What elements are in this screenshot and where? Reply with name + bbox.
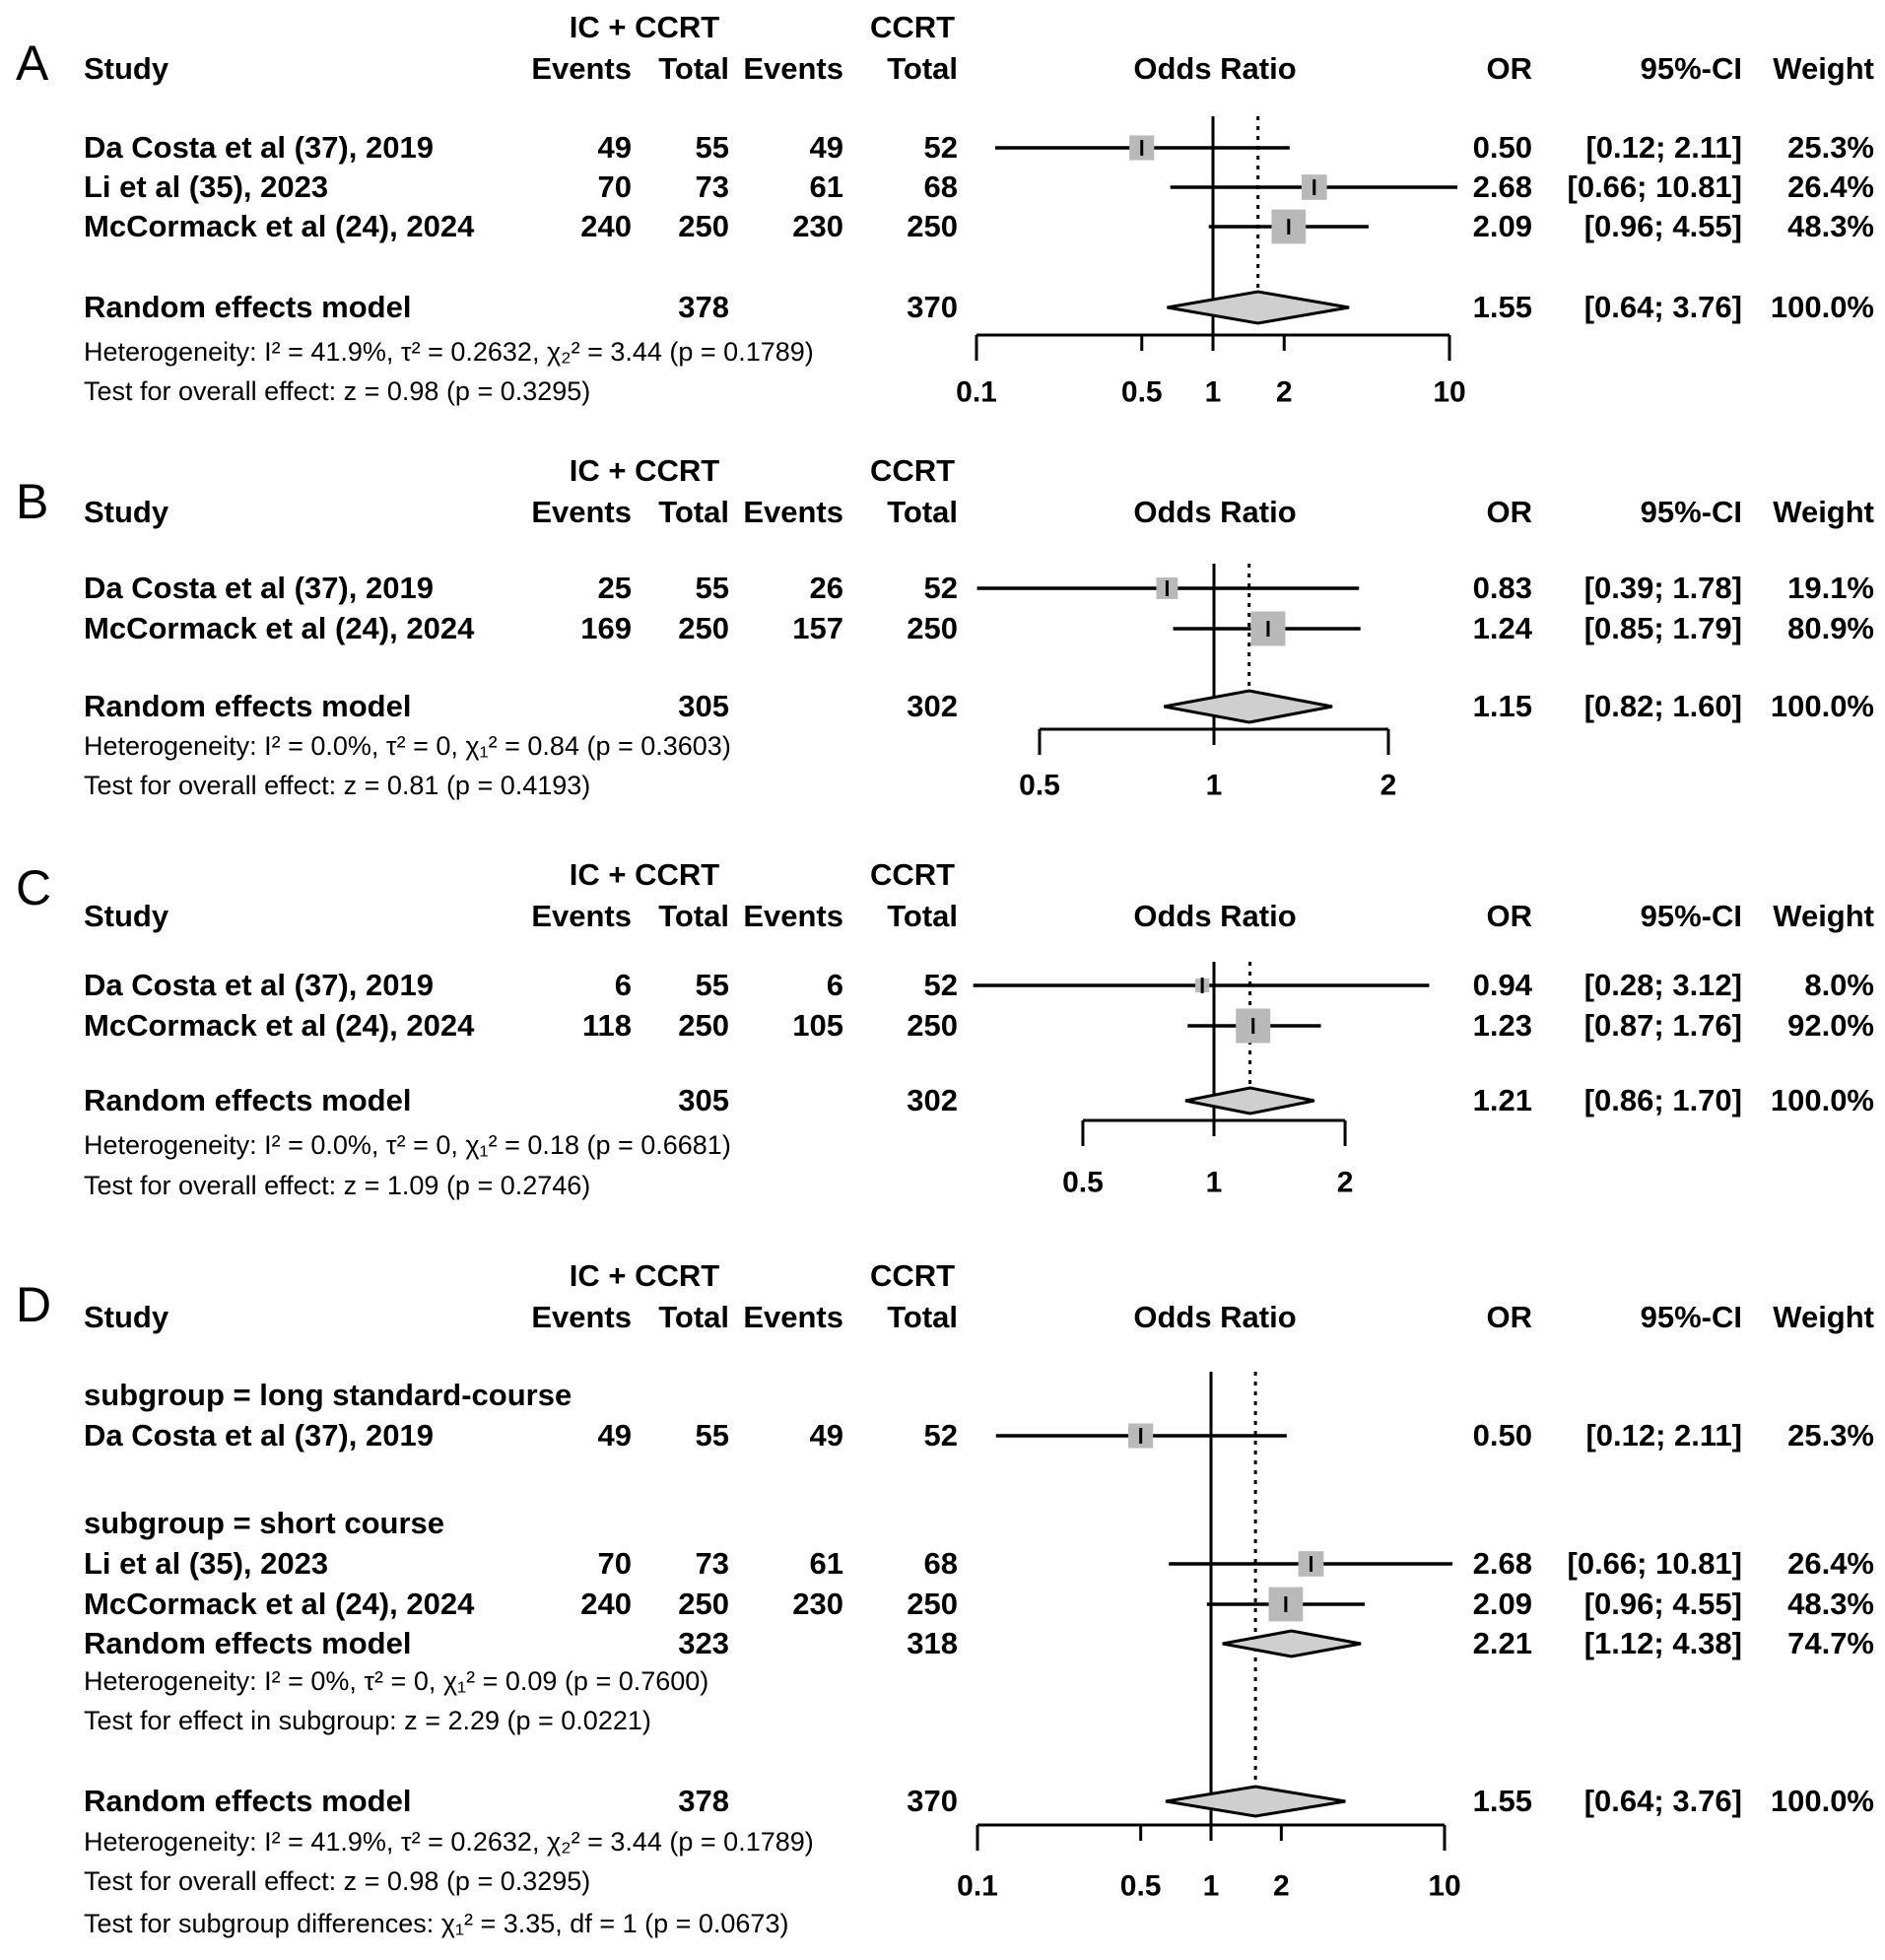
pooled-row-label: Random effects model xyxy=(84,688,412,723)
stats-line: Test for overall effect: z = 0.98 (p = 0.3295) xyxy=(84,1865,591,1896)
total-ic-ccrt-cell: 250 xyxy=(678,1586,729,1621)
pooled-ci-cell: [0.64; 3.76] xyxy=(1583,1783,1742,1818)
pooled-or-cell: 1.21 xyxy=(1472,1082,1532,1117)
or-cell: 0.50 xyxy=(1472,1417,1532,1453)
column-header-or: OR xyxy=(1486,50,1532,86)
column-header-total-ic-ccrt: Total xyxy=(658,50,729,86)
total-ic-ccrt-cell: 73 xyxy=(695,1545,729,1581)
pooled-or-cell: 1.55 xyxy=(1472,289,1532,324)
axis-tick-label: 0.5 xyxy=(1019,769,1060,802)
column-header-ci: 95%-CI xyxy=(1640,898,1742,933)
weight-cell: 92.0% xyxy=(1787,1007,1874,1043)
column-header-study: Study xyxy=(84,50,169,86)
column-header-or: OR xyxy=(1486,898,1532,933)
total-ic-ccrt-cell: 250 xyxy=(678,208,729,243)
total-ic-ccrt-cell: 73 xyxy=(695,169,729,204)
column-header-total-ccrt: Total xyxy=(887,1299,958,1334)
study-name: Li et al (35), 2023 xyxy=(84,1545,329,1581)
weight-cell: 48.3% xyxy=(1787,208,1874,243)
pooled-total-ccrt: 302 xyxy=(907,688,958,723)
axis-tick-label: 0.5 xyxy=(1120,375,1163,409)
column-header-study: Study xyxy=(84,898,169,933)
weight-cell: 48.3% xyxy=(1787,1586,1874,1621)
column-header-events-ccrt: Events xyxy=(743,494,843,529)
events-ccrt-cell: 49 xyxy=(809,129,843,165)
or-cell: 2.09 xyxy=(1472,1586,1532,1621)
events-ic-ccrt-cell: 25 xyxy=(597,570,632,605)
column-group-header-ic-ccrt: IC + CCRT xyxy=(569,452,720,488)
pooled-total-ccrt: 370 xyxy=(907,1783,958,1818)
panel-label: C xyxy=(16,860,52,915)
panel-label: D xyxy=(16,1277,52,1332)
pooled-weight-cell: 100.0% xyxy=(1770,688,1874,723)
pooled-total-ccrt: 302 xyxy=(907,1082,958,1117)
pooled-total-ic-ccrt: 305 xyxy=(678,688,729,723)
pooled-total-ic-ccrt: 378 xyxy=(678,1783,729,1818)
stats-line: Heterogeneity: I² = 41.9%, τ² = 0.2632, χ₂² = 3.44 (p = 0.1789) xyxy=(84,1826,814,1857)
events-ccrt-cell: 157 xyxy=(792,610,843,645)
study-name: McCormack et al (24), 2024 xyxy=(84,610,475,645)
events-ccrt-cell: 6 xyxy=(826,967,843,1002)
column-header-study: Study xyxy=(84,494,169,529)
axis-tick-label: 1 xyxy=(1205,1166,1223,1199)
column-group-header-ic-ccrt: IC + CCRT xyxy=(569,856,720,892)
column-header-events-ic-ccrt: Events xyxy=(531,898,632,933)
pooled-row-label: Random effects model xyxy=(84,1625,412,1660)
pooled-weight-cell: 74.7% xyxy=(1787,1625,1874,1660)
ci-cell: [0.39; 1.78] xyxy=(1583,570,1742,605)
ci-cell: [0.12; 2.11] xyxy=(1585,129,1742,165)
study-name: McCormack et al (24), 2024 xyxy=(84,208,475,243)
or-cell: 0.94 xyxy=(1472,967,1532,1002)
axis-tick-label: 0.1 xyxy=(957,1869,998,1903)
axis-tick-label: 1 xyxy=(1205,769,1223,802)
stats-line: Test for overall effect: z = 0.81 (p = 0.4193) xyxy=(84,770,591,800)
stats-line: Heterogeneity: I² = 0.0%, τ² = 0, χ₁² = 0.84 (p = 0.3603) xyxy=(84,730,731,761)
total-ic-ccrt-cell: 250 xyxy=(678,1007,729,1043)
axis-tick-label: 0.1 xyxy=(956,375,997,409)
stats-line: Heterogeneity: I² = 41.9%, τ² = 0.2632, χ₂² = 3.44 (p = 0.1789) xyxy=(84,336,814,367)
stats-line: Heterogeneity: I² = 0.0%, τ² = 0, χ₁² = 0.18 (p = 0.6681) xyxy=(84,1129,731,1160)
weight-cell: 80.9% xyxy=(1787,610,1874,645)
column-group-header-ic-ccrt: IC + CCRT xyxy=(569,9,720,44)
pooled-diamond xyxy=(1185,1088,1314,1114)
or-cell: 2.68 xyxy=(1472,1545,1532,1581)
weight-cell: 26.4% xyxy=(1787,169,1874,204)
total-ccrt-cell: 52 xyxy=(923,967,958,1002)
stats-line: Test for subgroup differences: χ₁² = 3.35, df = 1 (p = 0.0673) xyxy=(84,1908,789,1938)
pooled-total-ic-ccrt: 378 xyxy=(678,289,729,324)
panel-label: B xyxy=(16,474,49,529)
axis-tick-label: 10 xyxy=(1428,1869,1461,1903)
column-header-study: Study xyxy=(84,1299,169,1334)
pooled-weight-cell: 100.0% xyxy=(1770,289,1874,324)
column-header-ci: 95%-CI xyxy=(1640,494,1742,529)
column-header-total-ccrt: Total xyxy=(887,50,958,86)
stats-line: Test for effect in subgroup: z = 2.29 (p = 0.0221) xyxy=(84,1705,651,1735)
events-ic-ccrt-cell: 240 xyxy=(580,1586,632,1621)
weight-cell: 19.1% xyxy=(1787,570,1874,605)
ci-cell: [0.66; 10.81] xyxy=(1567,169,1742,204)
events-ccrt-cell: 61 xyxy=(809,169,843,204)
column-header-ci: 95%-CI xyxy=(1640,1299,1742,1334)
study-name: Da Costa et al (37), 2019 xyxy=(84,967,434,1002)
pooled-total-ic-ccrt: 323 xyxy=(678,1625,729,1660)
column-group-header-ccrt: CCRT xyxy=(869,1257,956,1293)
total-ccrt-cell: 52 xyxy=(923,570,958,605)
column-header-total-ccrt: Total xyxy=(887,494,958,529)
column-header-events-ccrt: Events xyxy=(743,898,843,933)
pooled-diamond xyxy=(1223,1631,1361,1656)
axis-tick-label: 2 xyxy=(1275,375,1293,409)
pooled-weight-cell: 100.0% xyxy=(1770,1783,1874,1818)
or-cell: 1.24 xyxy=(1472,610,1532,645)
pooled-or-cell: 1.15 xyxy=(1472,688,1532,723)
stats-line: Test for overall effect: z = 0.98 (p = 0.3295) xyxy=(84,375,591,406)
or-cell: 1.23 xyxy=(1472,1007,1532,1043)
ci-cell: [0.85; 1.79] xyxy=(1583,610,1742,645)
events-ic-ccrt-cell: 49 xyxy=(597,129,632,165)
column-header-or: OR xyxy=(1486,1299,1532,1334)
pooled-row-label: Random effects model xyxy=(84,289,412,324)
ci-cell: [0.87; 1.76] xyxy=(1583,1007,1742,1043)
subgroup-header: subgroup = long standard-course xyxy=(84,1377,572,1412)
column-header-odds-ratio: Odds Ratio xyxy=(1133,494,1297,529)
total-ccrt-cell: 52 xyxy=(923,129,958,165)
or-cell: 0.83 xyxy=(1472,570,1532,605)
axis-tick-label: 10 xyxy=(1433,375,1466,409)
weight-cell: 26.4% xyxy=(1787,1545,1874,1581)
column-header-total-ic-ccrt: Total xyxy=(658,898,729,933)
events-ic-ccrt-cell: 70 xyxy=(597,1545,632,1581)
events-ccrt-cell: 230 xyxy=(792,208,843,243)
pooled-diamond xyxy=(1167,292,1349,323)
events-ic-ccrt-cell: 6 xyxy=(614,967,632,1002)
pooled-ci-cell: [0.82; 1.60] xyxy=(1583,688,1742,723)
pooled-or-cell: 2.21 xyxy=(1472,1625,1532,1660)
column-header-total-ic-ccrt: Total xyxy=(658,494,729,529)
ci-cell: [0.12; 2.11] xyxy=(1585,1417,1742,1453)
weight-cell: 25.3% xyxy=(1787,129,1874,165)
study-name: Da Costa et al (37), 2019 xyxy=(84,1417,434,1453)
pooled-total-ccrt: 318 xyxy=(907,1625,958,1660)
column-header-events-ic-ccrt: Events xyxy=(531,494,632,529)
axis-tick-label: 2 xyxy=(1336,1166,1354,1199)
total-ic-ccrt-cell: 55 xyxy=(695,570,729,605)
ci-cell: [0.66; 10.81] xyxy=(1567,1545,1742,1581)
column-group-header-ccrt: CCRT xyxy=(869,9,956,44)
ci-cell: [0.96; 4.55] xyxy=(1583,208,1742,243)
study-name: Da Costa et al (37), 2019 xyxy=(84,570,434,605)
study-name: McCormack et al (24), 2024 xyxy=(84,1007,475,1043)
events-ccrt-cell: 230 xyxy=(792,1586,843,1621)
column-group-header-ccrt: CCRT xyxy=(869,452,956,488)
column-header-odds-ratio: Odds Ratio xyxy=(1133,898,1297,933)
column-header-odds-ratio: Odds Ratio xyxy=(1133,50,1297,86)
total-ic-ccrt-cell: 55 xyxy=(695,967,729,1002)
axis-tick-label: 2 xyxy=(1380,769,1397,802)
column-header-events-ccrt: Events xyxy=(743,50,843,86)
column-group-header-ccrt: CCRT xyxy=(869,856,956,892)
stats-line: Heterogeneity: I² = 0%, τ² = 0, χ₁² = 0.09 (p = 0.7600) xyxy=(84,1665,709,1696)
pooled-diamond xyxy=(1164,691,1332,722)
study-name: McCormack et al (24), 2024 xyxy=(84,1586,475,1621)
column-header-weight: Weight xyxy=(1773,1299,1874,1334)
column-header-weight: Weight xyxy=(1773,494,1874,529)
total-ccrt-cell: 250 xyxy=(907,1586,958,1621)
total-ic-ccrt-cell: 250 xyxy=(678,610,729,645)
events-ccrt-cell: 61 xyxy=(809,1545,843,1581)
column-header-odds-ratio: Odds Ratio xyxy=(1133,1299,1297,1334)
axis-tick-label: 0.5 xyxy=(1062,1166,1104,1199)
total-ic-ccrt-cell: 55 xyxy=(695,1417,729,1453)
axis-tick-label: 2 xyxy=(1273,1869,1290,1903)
stats-line: Test for overall effect: z = 1.09 (p = 0.2746) xyxy=(84,1170,591,1200)
total-ccrt-cell: 52 xyxy=(923,1417,958,1453)
weight-cell: 8.0% xyxy=(1804,967,1874,1002)
axis-tick-label: 0.5 xyxy=(1119,1869,1162,1903)
column-header-ci: 95%-CI xyxy=(1640,50,1742,86)
ci-cell: [0.96; 4.55] xyxy=(1583,1586,1742,1621)
total-ccrt-cell: 250 xyxy=(907,208,958,243)
column-header-events-ic-ccrt: Events xyxy=(531,1299,632,1334)
pooled-row-label: Random effects model xyxy=(84,1783,412,1818)
column-header-total-ic-ccrt: Total xyxy=(658,1299,729,1334)
events-ic-ccrt-cell: 70 xyxy=(597,169,632,204)
pooled-ci-cell: [1.12; 4.38] xyxy=(1583,1625,1742,1660)
total-ccrt-cell: 250 xyxy=(907,610,958,645)
column-header-total-ccrt: Total xyxy=(887,898,958,933)
column-header-events-ccrt: Events xyxy=(743,1299,843,1334)
study-name: Da Costa et al (37), 2019 xyxy=(84,129,434,165)
ci-cell: [0.28; 3.12] xyxy=(1583,967,1742,1002)
column-header-weight: Weight xyxy=(1773,898,1874,933)
axis-tick-label: 1 xyxy=(1204,375,1222,409)
panel-label: A xyxy=(16,35,49,91)
events-ccrt-cell: 26 xyxy=(809,570,843,605)
or-cell: 2.68 xyxy=(1472,169,1532,204)
pooled-weight-cell: 100.0% xyxy=(1770,1082,1874,1117)
or-cell: 2.09 xyxy=(1472,208,1532,243)
subgroup-header: subgroup = short course xyxy=(84,1505,445,1540)
events-ccrt-cell: 105 xyxy=(792,1007,843,1043)
pooled-total-ccrt: 370 xyxy=(907,289,958,324)
column-group-header-ic-ccrt: IC + CCRT xyxy=(569,1257,720,1293)
pooled-diamond xyxy=(1166,1787,1345,1816)
events-ic-ccrt-cell: 240 xyxy=(580,208,632,243)
total-ccrt-cell: 68 xyxy=(923,169,958,204)
pooled-or-cell: 1.55 xyxy=(1472,1783,1532,1818)
axis-tick-label: 1 xyxy=(1202,1869,1220,1903)
events-ic-ccrt-cell: 118 xyxy=(581,1007,632,1043)
column-header-weight: Weight xyxy=(1773,50,1874,86)
events-ic-ccrt-cell: 169 xyxy=(580,610,632,645)
pooled-total-ic-ccrt: 305 xyxy=(678,1082,729,1117)
column-header-events-ic-ccrt: Events xyxy=(531,50,632,86)
total-ccrt-cell: 68 xyxy=(923,1545,958,1581)
pooled-ci-cell: [0.64; 3.76] xyxy=(1583,289,1742,324)
events-ic-ccrt-cell: 49 xyxy=(597,1417,632,1453)
column-header-or: OR xyxy=(1486,494,1532,529)
total-ccrt-cell: 250 xyxy=(907,1007,958,1043)
weight-cell: 25.3% xyxy=(1787,1417,1874,1453)
study-name: Li et al (35), 2023 xyxy=(84,169,329,204)
pooled-ci-cell: [0.86; 1.70] xyxy=(1583,1082,1742,1117)
total-ic-ccrt-cell: 55 xyxy=(695,129,729,165)
or-cell: 0.50 xyxy=(1472,129,1532,165)
events-ccrt-cell: 49 xyxy=(809,1417,843,1453)
pooled-row-label: Random effects model xyxy=(84,1082,412,1117)
